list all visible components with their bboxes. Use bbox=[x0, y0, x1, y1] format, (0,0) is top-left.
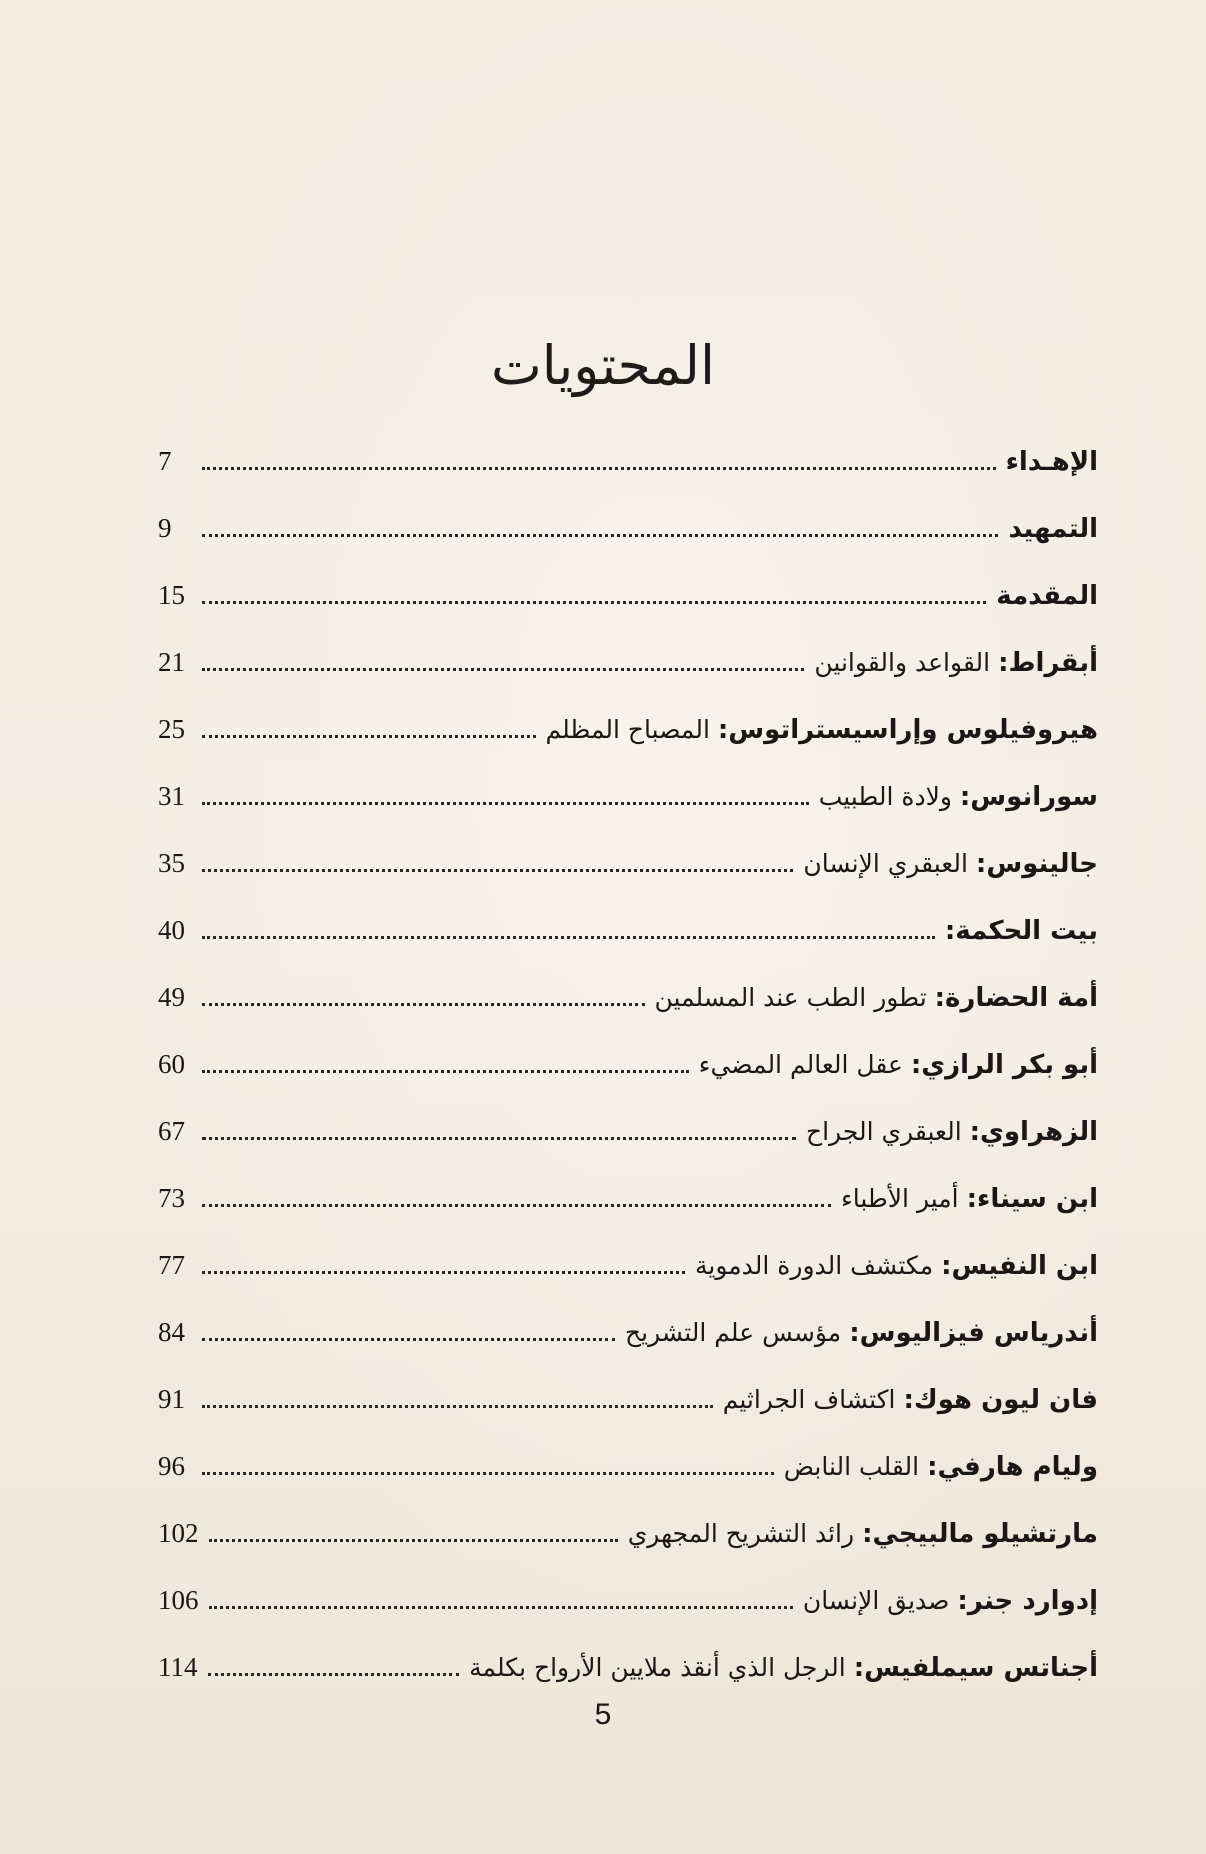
toc-entry bbox=[158, 964, 1098, 1031]
toc-entry-label bbox=[945, 916, 1098, 946]
toc-entry-page-number: 106 bbox=[158, 1585, 199, 1615]
toc-entry-name: مارتشيلو مالبيجي: bbox=[862, 1518, 1098, 1549]
toc-entry bbox=[158, 696, 1098, 763]
toc-entry-label bbox=[655, 983, 1098, 1013]
toc-entry-name: فان ليون هوك: bbox=[903, 1384, 1098, 1415]
toc-entry bbox=[158, 1500, 1098, 1567]
toc-entry-page-number: 114 bbox=[158, 1652, 198, 1682]
toc-entry-name: سورانوس: bbox=[959, 781, 1098, 812]
toc-entry-label bbox=[469, 1653, 1098, 1683]
toc-entry-label bbox=[723, 1385, 1098, 1415]
toc-entry-name: أندرياس فيزاليوس: bbox=[849, 1317, 1098, 1348]
toc-entry-page-number: 25 bbox=[158, 714, 185, 744]
dot-leader bbox=[202, 601, 986, 604]
toc-entry-label bbox=[841, 1184, 1098, 1214]
toc-entry-subtitle: المصباح المظلم bbox=[545, 714, 710, 744]
toc-entry-name: أبو بكر الرازي: bbox=[910, 1049, 1098, 1080]
dot-leader bbox=[202, 1472, 774, 1475]
toc-entry-label bbox=[803, 1586, 1098, 1616]
toc-entry bbox=[158, 1232, 1098, 1299]
toc-entry bbox=[158, 562, 1098, 629]
toc-entry-label bbox=[628, 1519, 1098, 1549]
dot-leader bbox=[202, 802, 809, 805]
toc-entry-subtitle: صديق الإنسان bbox=[802, 1585, 950, 1615]
toc-entry-subtitle: عقل العالم المضيء bbox=[698, 1049, 903, 1079]
toc-entry-subtitle: تطور الطب عند المسلمين bbox=[654, 982, 927, 1012]
toc-entry-page-number: 40 bbox=[158, 915, 185, 945]
toc-entry-name: ابن سيناء: bbox=[966, 1183, 1098, 1214]
toc-entry-page-number: 77 bbox=[158, 1250, 185, 1280]
toc-entry-label bbox=[803, 849, 1098, 879]
toc-entry bbox=[158, 1299, 1098, 1366]
toc-entry bbox=[158, 495, 1098, 562]
toc-entry-page-number: 31 bbox=[158, 781, 185, 811]
dot-leader bbox=[202, 1003, 645, 1006]
toc-entry bbox=[158, 1433, 1098, 1500]
toc-entry-label bbox=[996, 581, 1098, 611]
toc-entry-page-number: 73 bbox=[158, 1183, 185, 1213]
toc-entry-name: الإهـداء bbox=[1005, 446, 1098, 477]
toc-entry-subtitle: العبقري الإنسان bbox=[803, 848, 968, 878]
toc-entry-page-number: 60 bbox=[158, 1049, 185, 1079]
toc-entry bbox=[158, 1098, 1098, 1165]
toc-entry-page-number: 21 bbox=[158, 647, 185, 677]
toc-entry-name: إدوارد جنر: bbox=[957, 1585, 1098, 1616]
toc-entry-label bbox=[819, 782, 1098, 812]
toc-entry-name: ابن النفيس: bbox=[941, 1250, 1098, 1281]
dot-leader bbox=[202, 936, 935, 939]
toc-entry-name: المقدمة bbox=[996, 580, 1098, 611]
dot-leader bbox=[202, 1070, 689, 1073]
dot-leader bbox=[202, 1338, 615, 1341]
dot-leader bbox=[202, 1405, 713, 1408]
dot-leader bbox=[202, 467, 996, 470]
toc-entry-name: هيروفيلوس وإراسيستراتوس: bbox=[717, 714, 1098, 745]
toc-entry-label bbox=[695, 1251, 1098, 1281]
toc-entry-label bbox=[546, 715, 1098, 745]
dot-leader bbox=[202, 735, 536, 738]
dot-leader bbox=[202, 869, 793, 872]
toc-entry bbox=[158, 428, 1098, 495]
toc-entry-subtitle: مؤسس علم التشريح bbox=[625, 1317, 842, 1347]
dot-leader bbox=[202, 668, 804, 671]
toc-entry-name: أجناتس سيملفيس: bbox=[853, 1652, 1098, 1683]
toc-entry-subtitle: أمير الأطباء bbox=[840, 1183, 959, 1213]
dot-leader bbox=[202, 1204, 831, 1207]
toc-entry-label bbox=[784, 1452, 1098, 1482]
toc-entry-name: التمهيد bbox=[1008, 513, 1098, 544]
toc-entry-subtitle: الرجل الذي أنقذ ملايين الأرواح بكلمة bbox=[469, 1652, 846, 1682]
toc-entry-subtitle: مكتشف الدورة الدموية bbox=[695, 1250, 934, 1280]
dot-leader bbox=[208, 1673, 460, 1676]
toc-entry-label bbox=[806, 1117, 1098, 1147]
dot-leader bbox=[202, 1271, 685, 1274]
toc-entry bbox=[158, 1634, 1098, 1701]
toc-entry bbox=[158, 830, 1098, 897]
toc-entry-label bbox=[1006, 447, 1098, 477]
toc-entry-page-number: 84 bbox=[158, 1317, 185, 1347]
toc-entry-subtitle: العبقري الجراح bbox=[805, 1116, 962, 1146]
toc-entry-name: وليام هارفي: bbox=[927, 1451, 1098, 1482]
toc-entry bbox=[158, 1031, 1098, 1098]
toc-entry-subtitle: القلب النابض bbox=[783, 1451, 920, 1481]
toc-entry bbox=[158, 629, 1098, 696]
toc-entry-label bbox=[625, 1318, 1098, 1348]
toc-entry-page-number: 35 bbox=[158, 848, 185, 878]
toc-entry bbox=[158, 1366, 1098, 1433]
page-title: المحتويات bbox=[490, 334, 716, 398]
toc-entry-label bbox=[699, 1050, 1098, 1080]
toc-entry-page-number: 96 bbox=[158, 1451, 185, 1481]
toc-entry-page-number: 7 bbox=[158, 446, 172, 476]
toc-entry-label bbox=[1008, 514, 1098, 544]
toc-entry-page-number: 67 bbox=[158, 1116, 185, 1146]
toc-entry bbox=[158, 1567, 1098, 1634]
toc-entry-subtitle: القواعد والقوانين bbox=[814, 647, 991, 677]
toc-entry-subtitle: رائد التشريح المجهري bbox=[627, 1518, 855, 1548]
page-number: 5 bbox=[594, 1698, 612, 1731]
toc-entry-page-number: 15 bbox=[158, 580, 185, 610]
toc-entry-page-number: 49 bbox=[158, 982, 185, 1012]
toc-entry-name: بيت الحكمة: bbox=[944, 915, 1098, 946]
toc-entry-name: أبقراط: bbox=[998, 647, 1098, 678]
table-of-contents bbox=[158, 428, 1098, 1701]
toc-entry-subtitle: ولادة الطبيب bbox=[818, 781, 952, 811]
toc-entry bbox=[158, 897, 1098, 964]
toc-entry-subtitle: اكتشاف الجراثيم bbox=[722, 1384, 896, 1414]
dot-leader bbox=[202, 534, 998, 537]
toc-entry-name: جالينوس: bbox=[975, 848, 1098, 879]
toc-entry-label bbox=[814, 648, 1098, 678]
toc-entry-page-number: 9 bbox=[158, 513, 172, 543]
dot-leader bbox=[209, 1606, 793, 1609]
dot-leader bbox=[209, 1539, 618, 1542]
toc-entry bbox=[158, 1165, 1098, 1232]
toc-entry bbox=[158, 763, 1098, 830]
toc-entry-page-number: 102 bbox=[158, 1518, 199, 1548]
toc-entry-name: الزهراوي: bbox=[969, 1116, 1098, 1147]
toc-entry-page-number: 91 bbox=[158, 1384, 185, 1414]
toc-entry-name: أمة الحضارة: bbox=[934, 982, 1098, 1013]
dot-leader bbox=[202, 1137, 796, 1140]
